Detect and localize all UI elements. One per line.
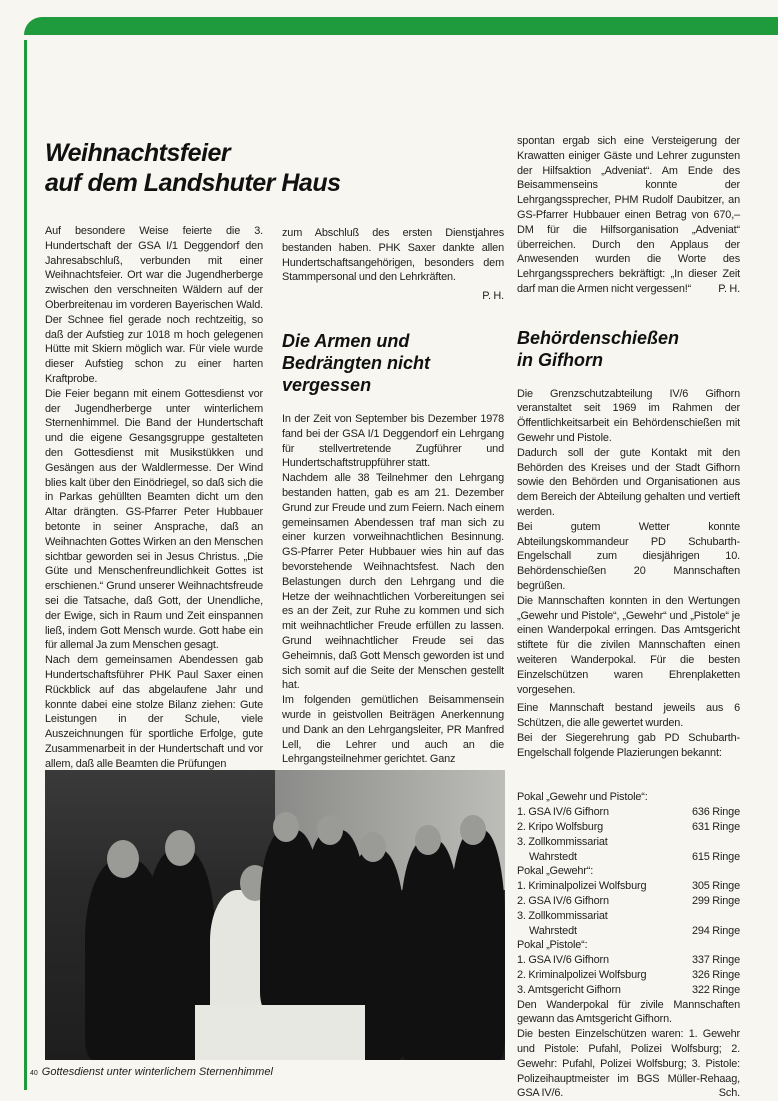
paragraph: Im folgenden gemütlichen Beisammensein wurde in geistvollen Beiträgen Anerkennung und Dank an den Lehrgangsleiter, PR Manfred Lell, die Lehrer und auch an die Lehrgangsteilnehmer gerichtet. Ganz: [282, 694, 504, 766]
column-3: [517, 134, 740, 1101]
paragraph: Dadurch soll der gute Kontakt mit den Behörden des Kreises und der Stadt Gifhorn sowie den Behörden und Organisationen aus dem Bereich der Abteilung gehalten und vertieft werden.: [517, 446, 740, 518]
photo-church-service: [45, 770, 505, 1060]
paragraph: Die Mannschaften konnten in den Wertungen „Gewehr und Pistole“, „Gewehr“ und „Pistole“ je einen Wanderpokal erringen. Das Amtsgericht stiftete für die zivilen Mannschaften einen weiteren Wanderpokal. Für die besten Einzelschützen waren Ehrenplaketten vorgesehen.: [517, 594, 740, 696]
results-heading: Pokal „Gewehr und Pistole“:: [517, 791, 648, 804]
paragraph: Die Grenzschutzabteilung IV/6 Gifhorn veranstaltet seit 1969 im Rahmen der Öffentlichkeitsarbeit ein Behördenschießen mit Gewehr und Pistole.: [517, 387, 740, 444]
result-row: [517, 894, 740, 909]
result-team: 1. GSA IV/6 Gifhorn: [517, 954, 609, 967]
result-score: 615 Ringe: [691, 850, 740, 863]
photo-caption: 40 Gottesdienst unter winterlichem Sternenhimmel: [30, 1066, 273, 1078]
result-row: [517, 953, 740, 968]
result-score: 636 Ringe: [691, 806, 740, 819]
signature: P. H.: [718, 282, 740, 295]
result-row: [517, 909, 740, 924]
result-row: [517, 820, 740, 835]
result-team: 2. Kriminalpolizei Wolfsburg: [517, 969, 647, 982]
paragraph: Nach dem gemeinsamen Abendessen gab Hundertschaftsführer PHK Paul Saxer einen Rückblick auf das abgelaufene Jahr und konnte dabei eine stolze Bilanz ziehen: Gute Leistungen in der Schule, viele Auszeichnungen für sportliche Erfolge, gute Zusammenarbeit in der Hundertschaft und vor allem, daß alle Beamten die Prüfungen: [45, 654, 263, 770]
result-score: 337 Ringe: [691, 954, 740, 967]
article-title-armen: Die Armen und Bedrängten nicht vergessen: [282, 330, 431, 395]
paragraph: Auf besondere Weise feierte die 3. Hundertschaft der GSA I/1 Deggendorf den Jahresabschluß, verbunden mit einer Weihnachtsfeier. Ort war die Jugendherberge zwischen den verschneiten Wäldern auf der Oberbreitenau im vorderen Bayerischen Wald. Der Schnee fiel gerade noch rechtzeitig, so daß der Aufstieg zur 1018 m hoch gelegenen Hütte mit Skiern möglich war. Für viele wurde dieser Aufstieg schon zu einer harten Kraftprobe.: [45, 225, 263, 385]
result-score: 305 Ringe: [691, 880, 740, 893]
result-row: [517, 850, 740, 865]
result-team: 1. Kriminalpolizei Wolfsburg: [517, 880, 647, 893]
paragraph: Bei gutem Wetter konnte Abteilungskommandeur PD Schubarth-Engelschall zum diesjährigen 10. Behördenschießen 20 Mannschaften begrüßen.: [517, 520, 740, 592]
altar: [195, 1005, 365, 1060]
paragraph: Eine Mannschaft bestand jeweils aus 6 Schützen, die alle gewertet wurden.: [517, 702, 740, 730]
signature: P. H.: [482, 290, 504, 303]
result-team: 3. Amtsgericht Gifhorn: [517, 983, 621, 996]
result-row: [517, 968, 740, 983]
column-1: [45, 224, 263, 771]
results-list: [517, 790, 740, 997]
paragraph: Die Feier begann mit einem Gottesdienst vor der Jugendherberge unter winterlichem Sternenhimmel. Die Band der Hundertschaft und die eigene Gesangsgruppe gestalteten den Gottesdienst mit Musikstükken und Gesängen aus der Waldlermesse. Der Wind blies kalt über den Einödriegel, so daß sich die in Parkas gehüllten Beamten dicht um den Altar drängten. GS-Pfarrer Peter Hubbauer betonte in seiner Ansprache, daß an Weihnachten Gottes Wirken an den Menschen sichtbar geworden sei in Jesus Christus. „Die Güte und Menschenfreundlichkeit Gottes ist erschienen.“ Grund unserer Weihnachtsfreude sei die Tatsache, daß Gott, der Unendliche, der Ewige, sich in Raum und Zeit einspannen ließ, indem Gott Mensch wurde. Gott habe ein für allemal Ja zum Menschen gesagt.: [45, 387, 263, 652]
paragraph: Nachdem alle 38 Teilnehmer den Lehrgang bestanden hatten, gab es am 21. Dezember Grund zur Freude und zum Feiern. Nach einem gemeinsamen Abendessen traf man sich zu einer kurzen vorweihnachtlichen Besinnung. GS-Pfarrer Peter Hubbauer wies hin auf das bevorstehende Weihnachtsfest. Nach den Belastungen durch den Lehrgang und die Hetze der weihnachtlichen Vorbereitungen sei es an der Zeit, zur Ruhe zu kommen und sich mit weihnachtlicher Freude erfüllen zu lassen. Grund weihnachtlicher Freude sei das Geheimnis, daß Gott Mensch geworden ist und sich somit auf die Seite der Menschen gestellt hat.: [282, 472, 504, 692]
result-row: [517, 805, 740, 820]
result-team: 2. GSA IV/6 Gifhorn: [517, 895, 609, 908]
result-row: [517, 924, 740, 939]
result-score: 326 Ringe: [691, 969, 740, 982]
paragraph-continuation: zum Abschluß des ersten Dienstjahres bestanden haben. PHK Saxer dankte allen Hundertschaftsangehörigen, besonders dem Stammpersonal und den Lehrkräften.: [282, 227, 504, 284]
signature: Sch.: [718, 1087, 740, 1100]
result-row: [517, 983, 740, 998]
article-title-weihnachtsfeier: Weihnachtsfeier auf dem Landshuter Haus: [45, 139, 341, 197]
paragraph: Bei der Siegerehrung gab PD Schubarth-Engelschall folgende Plazierungen bekannt:: [517, 731, 740, 759]
result-score: 631 Ringe: [691, 821, 740, 834]
result-team: 3. Zollkommissariat: [517, 909, 608, 922]
paragraph: In der Zeit von September bis Dezember 1978 fand bei der GSA I/1 Deggendorf ein Lehrgang für stellvertretende Zugführer und Hundertschaftstruppführer statt.: [282, 412, 504, 470]
paragraph: Die besten Einzelschützen waren: 1. Gewehr und Pistole: Pufahl, Polizei Wolfsburg; 2. Gewehr: Pufahl, Polizei Wolfsburg; 3. Pistole: Polizeihauptmeister im BGS Müller-Rehaag, GSA IV/6.: [517, 1028, 740, 1100]
result-row: [517, 835, 740, 850]
page-number: 40: [30, 1070, 38, 1077]
paragraph: Den Wanderpokal für zivile Mannschaften gewann das Amtsgericht Gifhorn.: [517, 998, 740, 1026]
column-2-content: [282, 226, 504, 767]
result-team: 2. Kripo Wolfsburg: [517, 821, 604, 834]
result-score: 294 Ringe: [691, 924, 740, 937]
paragraph-continuation: spontan ergab sich eine Versteigerung der Krawatten einiger Gäste und Lehrer zugunsten der Hilfsaktion „Adveniat“. Am Ende des Beisammenseins konnte der Lehrgangssprecher, PHM Rudolf Daubitzer, an GS-Pfarrer Hubbauer einen Betrag von 670,– DM für die Hilfsorganisation „Adveniat“ überreichen. Durch den Applaus der Anwesenden wurden die Worte des Lehrgangssprechers bekräftigt: „In dieser Zeit darf man die Armen nicht vergessen!“: [517, 135, 740, 295]
results-heading: Pokal „Pistole“:: [517, 939, 588, 952]
green-frame-top: [24, 17, 778, 35]
result-row: [517, 879, 740, 894]
result-team: Wahrstedt: [529, 850, 577, 863]
result-score: 299 Ringe: [691, 895, 740, 908]
results-heading: Pokal „Gewehr“:: [517, 865, 594, 878]
result-score: 322 Ringe: [691, 983, 740, 996]
article-title-behoerdenschiessen: Behördenschießen in Gifhorn: [517, 327, 680, 370]
result-team: Wahrstedt: [529, 924, 577, 937]
result-team: 1. GSA IV/6 Gifhorn: [517, 806, 609, 819]
result-team: 3. Zollkommissariat: [517, 835, 608, 848]
green-frame-left: [24, 40, 27, 1090]
